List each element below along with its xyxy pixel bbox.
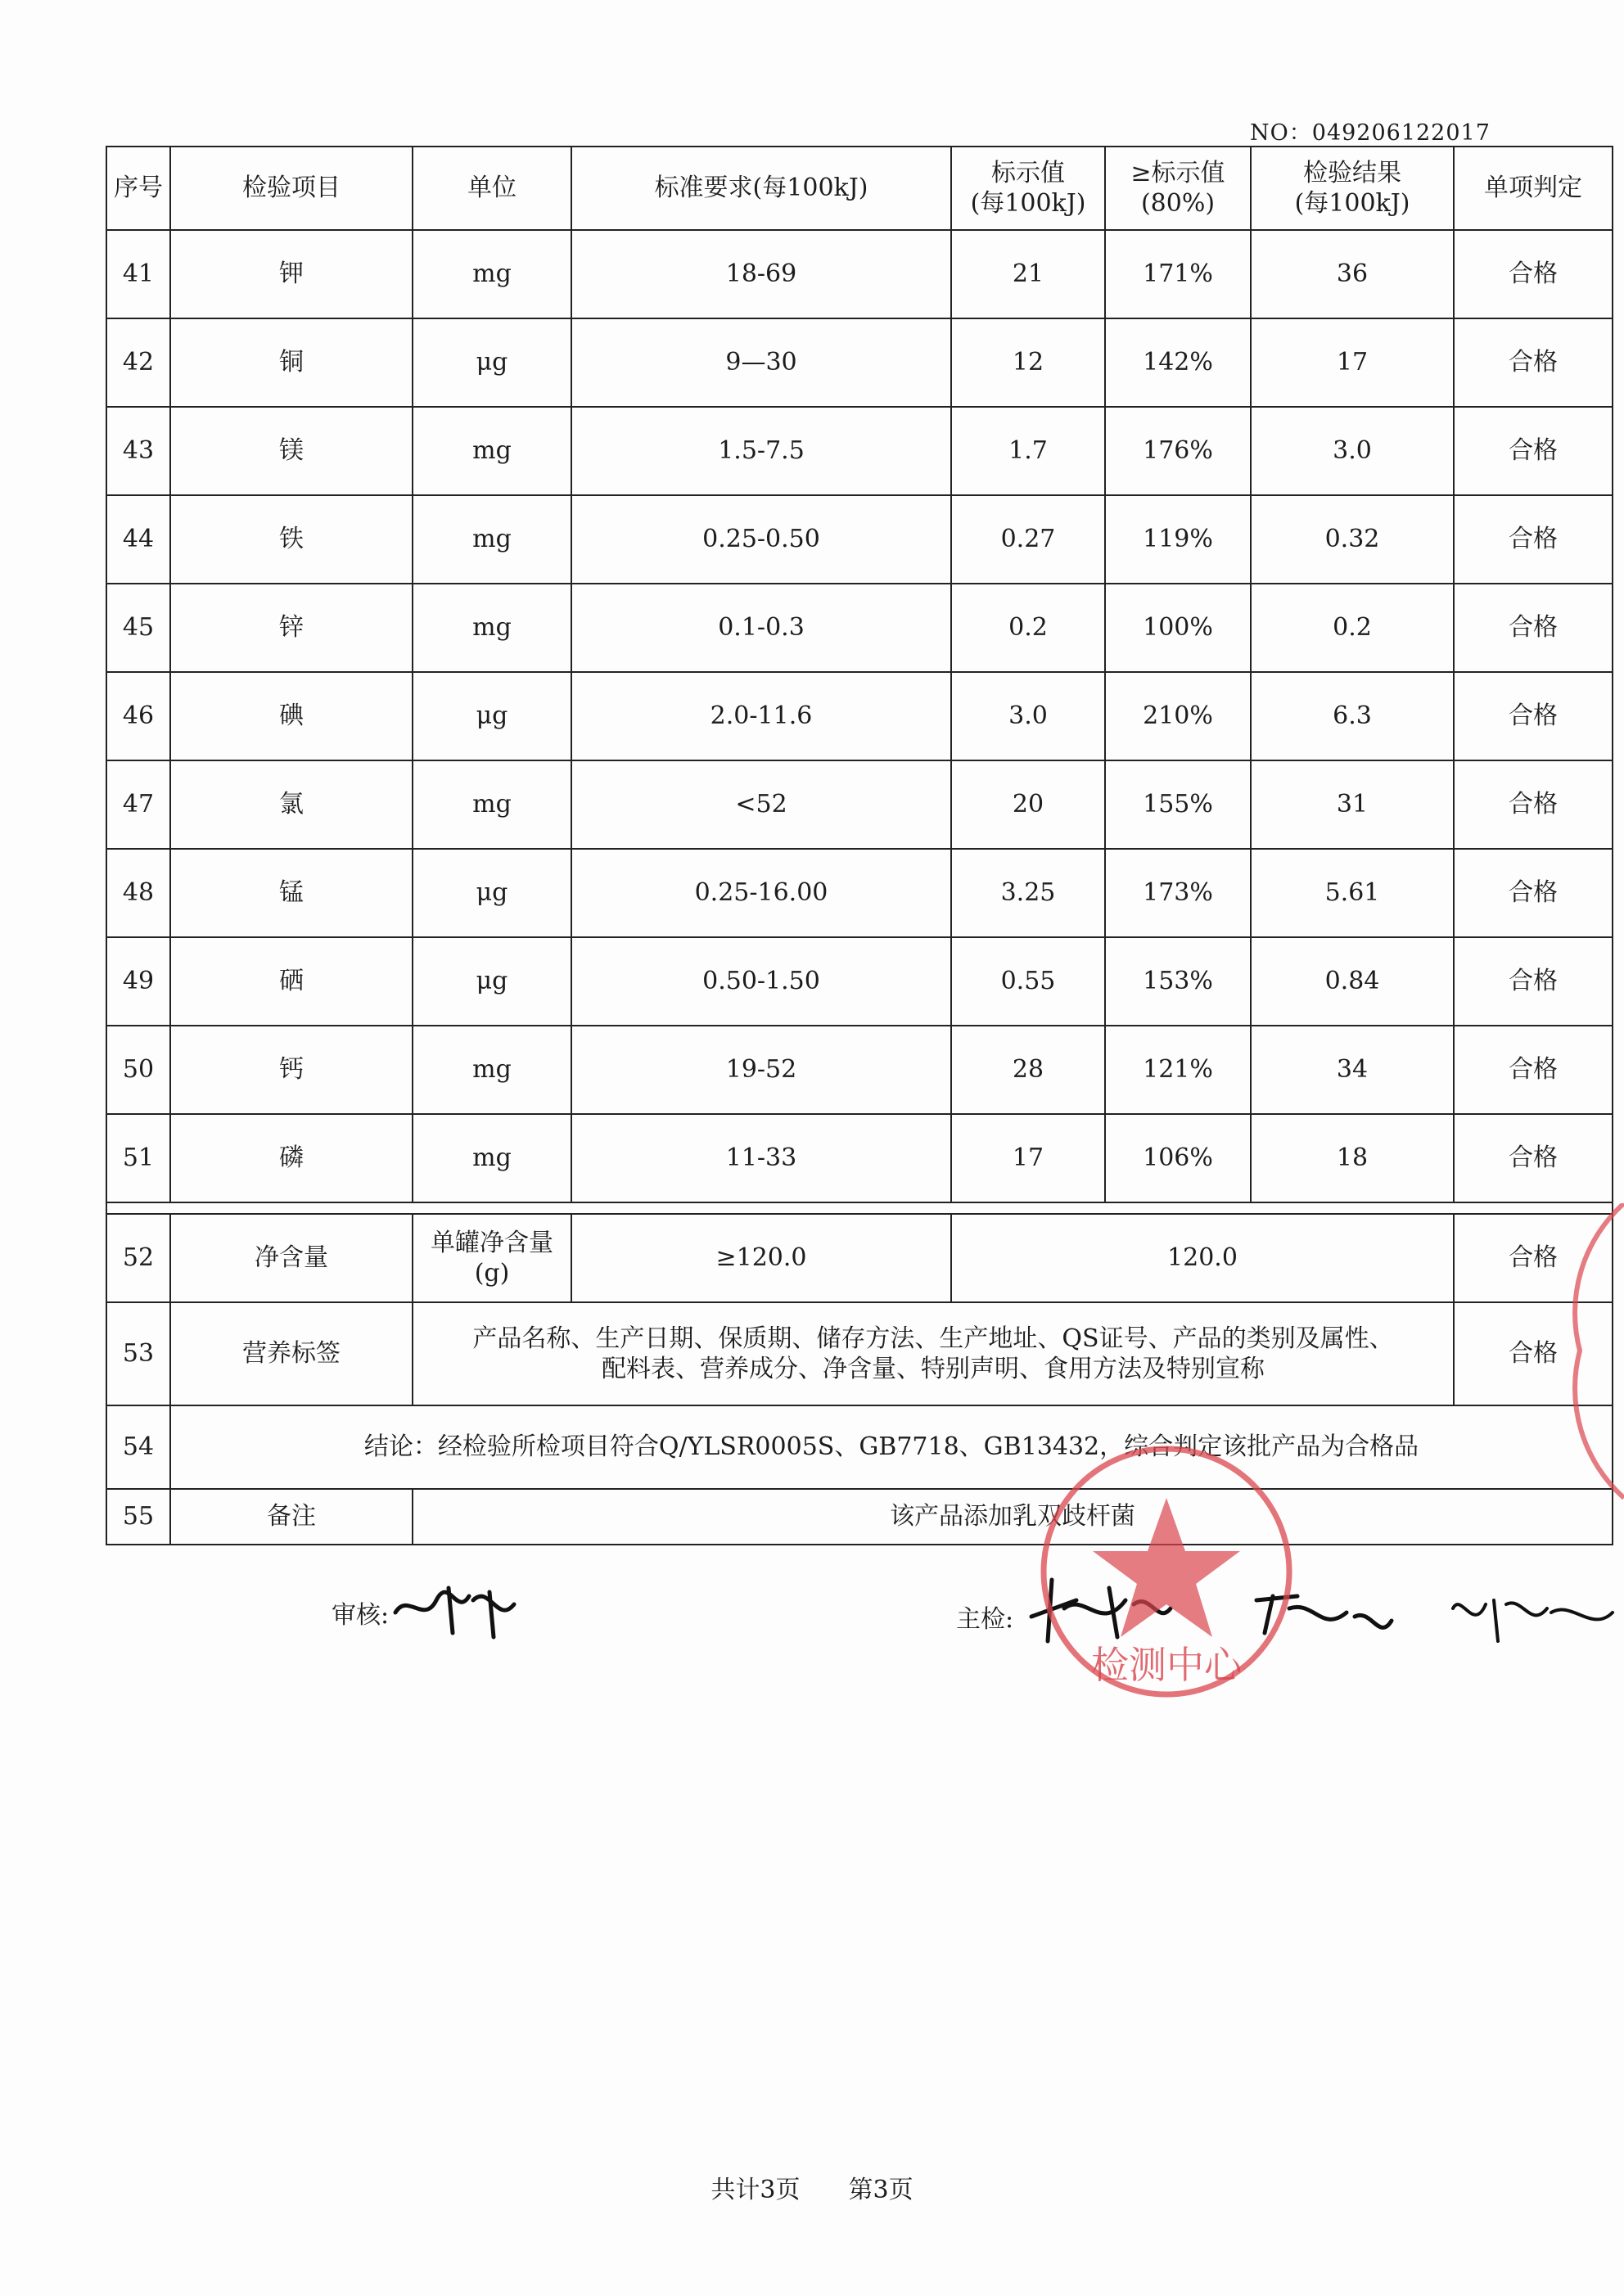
cell-result: 5.61	[1251, 849, 1454, 937]
cell-item: 氯	[170, 760, 413, 849]
cell-percent: 155%	[1105, 760, 1251, 849]
cell-item: 硒	[170, 937, 413, 1026]
cell-label-value: 28	[951, 1026, 1105, 1114]
cell-seq: 43	[106, 407, 170, 495]
cell-item: 磷	[170, 1114, 413, 1202]
header-percent-line1: ≥标示值	[1130, 158, 1225, 187]
cell-label-value: 12	[951, 318, 1105, 407]
cell-item: 碘	[170, 672, 413, 760]
table-row	[106, 584, 1613, 672]
cell-result: 18	[1251, 1114, 1454, 1202]
cell-verdict: 合格	[1454, 1214, 1613, 1302]
cell-result: 36	[1251, 230, 1454, 318]
cell-label-value: 21	[951, 230, 1105, 318]
cell-percent: 173%	[1105, 849, 1251, 937]
cell-conclusion: 结论：经检验所检项目符合Q/YLSR0005S、GB7718、GB13432，综合判定该批产品为合格品	[170, 1405, 1613, 1489]
cell-label-value: 0.27	[951, 495, 1105, 584]
cell-verdict: 合格	[1454, 760, 1613, 849]
cell-verdict: 合格	[1454, 937, 1613, 1026]
reviewer-signature	[391, 1576, 530, 1641]
cell-percent: 171%	[1105, 230, 1251, 318]
row-conclusion	[106, 1405, 1613, 1489]
header-verdict: 单项判定	[1454, 147, 1613, 230]
cell-verdict: 合格	[1454, 584, 1613, 672]
table-row	[106, 318, 1613, 407]
table-row	[106, 495, 1613, 584]
label-requirements-line1: 产品名称、生产日期、保质期、储存方法、生产地址、QS证号、产品的类别及属性、	[472, 1324, 1394, 1353]
cell-percent: 153%	[1105, 937, 1251, 1026]
cell-seq: 49	[106, 937, 170, 1026]
cell-unit: mg	[413, 760, 571, 849]
cell-seq: 42	[106, 318, 170, 407]
cell-result: 17	[1251, 318, 1454, 407]
cell-unit: μg	[413, 849, 571, 937]
cell-seq: 45	[106, 584, 170, 672]
cell-unit: mg	[413, 1026, 571, 1114]
row-remarks	[106, 1489, 1613, 1545]
inspection-stamp	[1011, 1441, 1322, 1719]
table-row	[106, 672, 1613, 760]
footer-total-pages: 共计3页	[710, 2176, 801, 2204]
cell-percent: 106%	[1105, 1114, 1251, 1202]
cell-unit: mg	[413, 584, 571, 672]
cell-standard: 1.5-7.5	[571, 407, 951, 495]
cell-label-value: 1.7	[951, 407, 1105, 495]
header-result-line2: (每100kJ)	[1294, 189, 1410, 218]
row-nutrition-label	[106, 1302, 1613, 1405]
cell-result: 6.3	[1251, 672, 1454, 760]
cell-unit: μg	[413, 318, 571, 407]
cell-result: 3.0	[1251, 407, 1454, 495]
header-seq: 序号	[106, 147, 170, 230]
cell-label-value: 17	[951, 1114, 1105, 1202]
cell-unit: mg	[413, 407, 571, 495]
cell-seq: 51	[106, 1114, 170, 1202]
cell-standard: 0.25-0.50	[571, 495, 951, 584]
page-footer	[0, 2169, 1624, 2205]
table-row	[106, 937, 1613, 1026]
cell-standard: 11-33	[571, 1114, 951, 1202]
cell-item: 净含量	[170, 1214, 413, 1302]
cell-standard: ≥120.0	[571, 1214, 951, 1302]
cell-unit: μg	[413, 672, 571, 760]
reviewer-label: 审核:	[332, 1601, 390, 1630]
cell-seq: 41	[106, 230, 170, 318]
header-result-line1: 检验结果	[1303, 158, 1401, 187]
report-number: NO：049206122017	[1250, 120, 1491, 146]
cell-standard: 0.50-1.50	[571, 937, 951, 1026]
cell-verdict: 合格	[1454, 230, 1613, 318]
cell-item: 营养标签	[170, 1302, 413, 1405]
inspector-label: 主检:	[956, 1605, 1014, 1634]
cell-percent: 119%	[1105, 495, 1251, 584]
cell-verdict: 合格	[1454, 495, 1613, 584]
cell-result: 34	[1251, 1026, 1454, 1114]
cell-unit	[413, 1214, 571, 1302]
cell-seq: 53	[106, 1302, 170, 1405]
cell-seq: 47	[106, 760, 170, 849]
table-row	[106, 849, 1613, 937]
cell-unit: mg	[413, 230, 571, 318]
header-label-value	[951, 147, 1105, 230]
cell-seq: 48	[106, 849, 170, 937]
cell-seq: 54	[106, 1405, 170, 1489]
cell-percent: 142%	[1105, 318, 1251, 407]
table-header-row	[106, 147, 1613, 230]
table-spacer-row	[106, 1202, 1613, 1214]
cell-seq: 52	[106, 1214, 170, 1302]
cell-percent: 121%	[1105, 1026, 1251, 1114]
cell-item: 锰	[170, 849, 413, 937]
cell-verdict: 合格	[1454, 1302, 1613, 1405]
cell-unit: mg	[413, 495, 571, 584]
table-row	[106, 407, 1613, 495]
cell-standard: 0.1-0.3	[571, 584, 951, 672]
cell-result: 0.84	[1251, 937, 1454, 1026]
table-row	[106, 230, 1613, 318]
cell-label-value: 3.25	[951, 849, 1105, 937]
cell-standard: 9—30	[571, 318, 951, 407]
cell-verdict: 合格	[1454, 1026, 1613, 1114]
cell-result: 0.2	[1251, 584, 1454, 672]
cell-item: 镁	[170, 407, 413, 495]
cell-label-value: 0.2	[951, 584, 1105, 672]
cell-seq: 44	[106, 495, 170, 584]
cell-percent: 210%	[1105, 672, 1251, 760]
header-percent-line2: (80%)	[1140, 189, 1216, 218]
cell-item: 备注	[170, 1489, 413, 1545]
cell-item: 铁	[170, 495, 413, 584]
cell-result: 31	[1251, 760, 1454, 849]
header-standard: 标准要求(每100kJ)	[571, 147, 951, 230]
cell-percent: 176%	[1105, 407, 1251, 495]
cell-standard: 2.0-11.6	[571, 672, 951, 760]
cell-label-value: 0.55	[951, 937, 1105, 1026]
cell-label-value: 3.0	[951, 672, 1105, 760]
cell-label-value: 20	[951, 760, 1105, 849]
header-percent	[1105, 147, 1251, 230]
label-requirements-line2: 配料表、营养成分、净含量、特别声明、食用方法及特别宣称	[602, 1355, 1265, 1383]
cell-label-requirements	[413, 1302, 1454, 1405]
cell-standard: 19-52	[571, 1026, 951, 1114]
row-net-content	[106, 1214, 1613, 1302]
cell-item: 铜	[170, 318, 413, 407]
cell-remarks: 该产品添加乳双歧杆菌	[413, 1489, 1613, 1545]
cell-item: 钾	[170, 230, 413, 318]
table-row	[106, 1114, 1613, 1202]
inspection-table	[106, 146, 1613, 1545]
cell-verdict: 合格	[1454, 1114, 1613, 1202]
cell-seq: 50	[106, 1026, 170, 1114]
edge-stamp	[1572, 1203, 1624, 1514]
cell-value: 120.0	[951, 1214, 1454, 1302]
cell-unit: μg	[413, 937, 571, 1026]
cell-standard: 18-69	[571, 230, 951, 318]
cell-result: 0.32	[1251, 495, 1454, 584]
cell-seq: 55	[106, 1489, 170, 1545]
cell-seq: 46	[106, 672, 170, 760]
unit-line1: 单罐净含量	[431, 1228, 553, 1257]
cell-verdict: 合格	[1454, 672, 1613, 760]
table-row	[106, 1026, 1613, 1114]
cell-unit: mg	[413, 1114, 571, 1202]
cell-verdict: 合格	[1454, 318, 1613, 407]
footer-page-number: 第3页	[848, 2176, 914, 2204]
cell-item: 钙	[170, 1026, 413, 1114]
cell-percent: 100%	[1105, 584, 1251, 672]
header-item: 检验项目	[170, 147, 413, 230]
header-label-value-line2: (每100kJ)	[970, 189, 1086, 218]
cell-standard: <52	[571, 760, 951, 849]
header-result	[1251, 147, 1454, 230]
cell-item: 锌	[170, 584, 413, 672]
stamp-text: 检测中心	[1091, 1643, 1242, 1687]
cell-standard: 0.25-16.00	[571, 849, 951, 937]
cell-verdict: 合格	[1454, 407, 1613, 495]
unit-line2: (g)	[474, 1259, 510, 1288]
header-label-value-line1: 标示值	[991, 158, 1065, 187]
header-unit: 单位	[413, 147, 571, 230]
spacer-cell	[106, 1202, 1613, 1214]
cell-verdict: 合格	[1454, 849, 1613, 937]
table-row	[106, 760, 1613, 849]
